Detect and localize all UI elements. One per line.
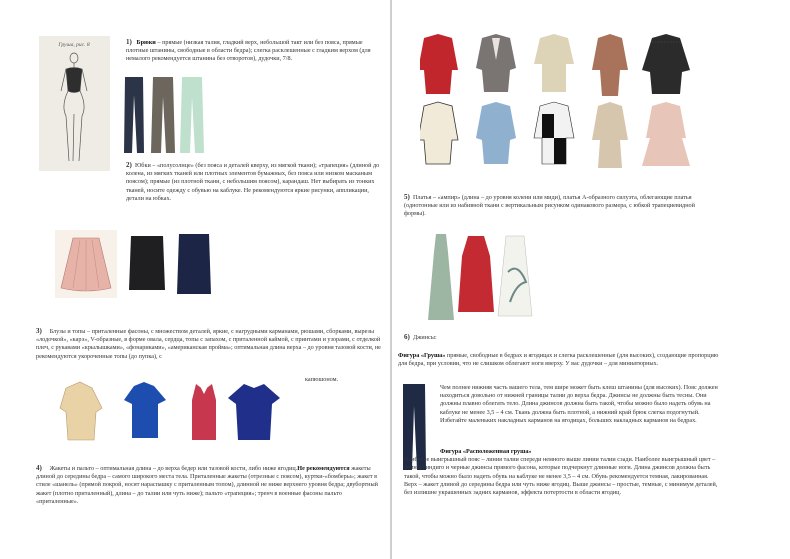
section-number: 3) <box>36 327 42 335</box>
print-dress <box>498 236 532 316</box>
jeans-pear-figure <box>398 352 720 368</box>
section-number: 4) <box>36 464 42 472</box>
taupe-trousers <box>151 77 175 153</box>
navy-top <box>228 384 280 440</box>
section-text-continued: жакеты длиной до середины бедра – самого широкого места тела. Приталенные жакеты (отрезные с поясом), куртки-«бомберы»; жакет в стиле «шанель» (прямой покрой, носят нараспашку с приталенным топом), длинной не ниже верхнего уровня бедра; двубортный жакет (плотно приталенный), длина – до талии или чуть ниже); пальто «трапеция»; тренч в военные фасоны пальто «приталенные». <box>36 465 378 505</box>
red-dress <box>458 236 494 312</box>
section-4-jackets <box>36 464 381 506</box>
section-text: Юбки – «полусолнце» (без пояса и деталей кверху, из мягкой ткани); «трапеция» (длиной до колена, из мягких тканей или плотных элементов бумажных, без пояса или низком масканым поясом); прямые (из плотной ткани, с небольшим поясом), карандаш. Нет выбирать из тонких тканей, носите одежду с обувью на каблуке. Не рекомендуются яркие рисунки, аппликации, детали на юбках. <box>126 162 380 202</box>
section-5-dresses <box>404 193 710 219</box>
jeans-guidance: Чем полнее нижняя часть вашего тела, тем шире может быть клеш штанины (для высоких). Пояс должен находиться довольно от нижней границы талии до верха бедра. Джинсы не должны быть тесны. Они должны плавно облегать тело. Длина джинсов должна быть такой, чтобы можно было надеть обувь на каблуке не менее 3,5 – 4 см. Ткань должна быть плотной, а нижний край брюк слегка подогнутый. Избегайте маленьких накладных карманов на ягодицах, больших накладных карманов на бедрах. <box>440 384 718 424</box>
navy-trousers <box>124 77 144 153</box>
dresses-images <box>428 232 538 322</box>
section-3-blouses <box>36 327 381 361</box>
jeans-inverted-pear <box>404 448 720 497</box>
sage-maxi-dress <box>428 234 454 320</box>
section-text: Блузы и топы – приталенные фасоны, с множеством деталей, яркие, с нагрудными карманами, рюшами, сборками, вырезы «лодочкой», «карэ», V-образные, в форме овала, сердца, топы с запахом, с приталенной каймой, с принтами и узорами, с отделкой плеч, с рукавами «крылышками», «фонариками», «американская пройма»; оптимальная длина верха – до уровня тазовой кости, не рекомендуются укороченные топы (до пупка), с <box>36 328 381 360</box>
section-text: Платья – «ампир» (длина – до уровня колени или миди), платья А-образного силуэта, облегающие платья (однотонные или из набивной ткани с вертикальным рисунком одинакового размера, с юбкой трапециевидной формы). <box>404 194 695 218</box>
cream-jacket <box>420 102 458 164</box>
blue-blouse <box>124 382 166 438</box>
black-bomber <box>642 34 690 94</box>
sketch-caption: Груша, рис. 8 <box>58 42 90 48</box>
black-skirt <box>129 236 165 290</box>
section-term: Брюки <box>136 39 156 46</box>
tweed-jacket <box>476 34 516 92</box>
colorblock-jacket <box>534 102 574 164</box>
navy-skirt <box>177 234 211 294</box>
section-number: 6) <box>404 333 410 341</box>
section-1-trousers <box>126 38 378 64</box>
skirts-images <box>55 230 215 298</box>
section-number: 5) <box>404 193 410 201</box>
section-text: – прямые (низкая талия, гладкий верх, небольшой такт или без пояса, прямые плотные штанины, свободные в области бедра); слегка расклешенные с гладким верхом (для немалого рекомендуется штанина без отворотов), дудочки, 7/8. <box>126 39 371 63</box>
trousers-images <box>119 75 219 155</box>
gold-wrap-blouse <box>60 382 102 440</box>
blouses-images <box>58 378 290 446</box>
section-2-skirts <box>126 161 381 203</box>
red-blazer <box>420 34 458 94</box>
section-text: Жакеты и пальто – оптимальная длина – до верха бедер или тазовой кости, либо ниже ягодиц. <box>49 465 298 472</box>
trench-coat <box>592 102 628 168</box>
jackets-images <box>420 30 720 170</box>
camel-coat <box>592 34 628 96</box>
section-text: Джинсы: <box>412 334 437 341</box>
section-number: 1) <box>126 38 132 46</box>
blush-coat <box>642 102 690 166</box>
denim-jacket <box>476 102 516 164</box>
mint-trousers <box>180 77 204 153</box>
left-page <box>0 0 391 559</box>
warning-label: Не рекомендуются <box>297 465 350 472</box>
pear-figure-sketch <box>39 36 110 171</box>
section-number: 2) <box>126 161 132 169</box>
section-6-jeans <box>404 333 437 342</box>
section-3-tail: капюшоном. <box>305 376 339 383</box>
figure-text: Наиболее выигрышный пояс – линия талии спереди немного выше линии талии сзади. Наиболее выигрышный цвет – темный индиго и черные джинсы прямого фасона, которые подчеркнут длинные ноги. Длина джинсов должна быть такой, чтобы можно было надеть обувь на каблуке не менее 3,5 – 4 см. Обувь рекомендуется темная, лакированная. Верх – жакет длиной до середины бедра или чуть ниже ягодиц. Выше джинсы – простые, темные, с минимум деталей, без излишне украшенных задних карманов, эффекта потертости в области ягодиц. <box>404 456 718 497</box>
figure-title: Фигура «Груша» <box>398 352 446 359</box>
right-page <box>392 0 790 559</box>
figure-title: Фигура «Расположенная груша» <box>440 448 532 455</box>
beige-jacket <box>534 34 574 92</box>
figure-text: прямые, свободные в бедрах и ягодицах и слегка расклешенные (для высоких), создающие пропорцию для бедра, при условии, что не слишком облегают ноги вверху. У вас дудочки – для миниатюрных. <box>398 352 719 368</box>
